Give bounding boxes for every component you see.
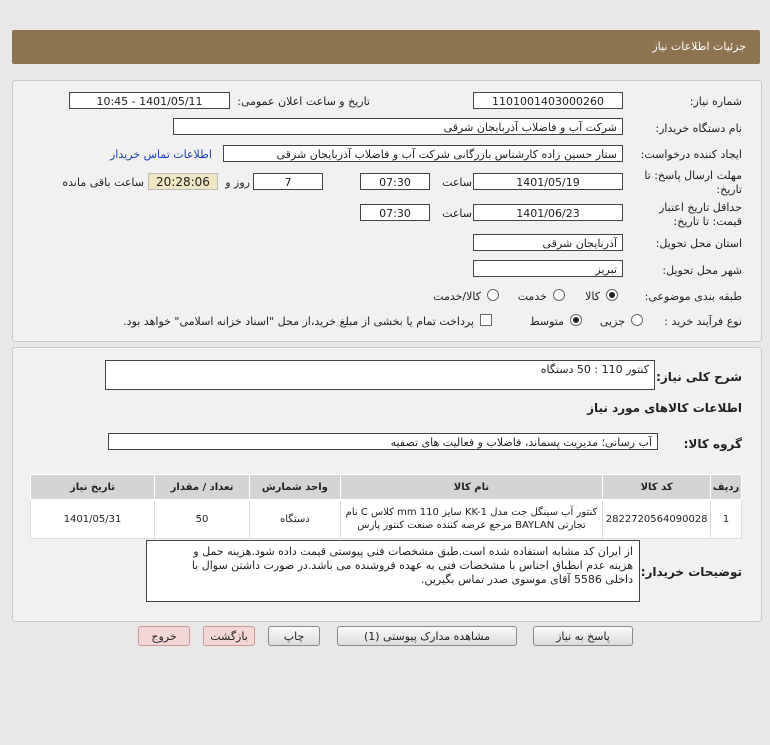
items-table-container [30, 474, 742, 539]
need-number-label: شماره نیاز: [689, 95, 742, 108]
cell-row: 1 [711, 500, 742, 539]
remaining-label: ساعت باقی مانده [62, 176, 144, 189]
col-row: ردیف [711, 475, 742, 500]
announce-field: 1401/05/11 - 10:45 [69, 92, 230, 109]
province-label: استان محل تحویل: [655, 237, 742, 250]
notes-line-2: هزینه عدم انطباق اجناس با مشخصات فنی به عهده فروشنده می باشد.در صورت داشتن سوال با [191, 559, 633, 572]
attachments-button[interactable]: مشاهده مدارک پیوستی (1) [337, 626, 517, 646]
buyer-label: نام دستگاه خریدار: [655, 122, 742, 135]
category-option-both: کالا/خدمت [433, 290, 481, 303]
col-qty: تعداد / مقدار [155, 475, 250, 500]
treasury-checkbox[interactable] [480, 314, 492, 326]
page-header [12, 30, 760, 64]
validity-date-field: 1401/06/23 [473, 204, 623, 221]
validity-time-field: 07:30 [360, 204, 430, 221]
need-number-field: 1101001403000260 [473, 92, 623, 109]
notes-line-3: داخلی 5586 آقای موسوی صدر تماس بگیرین. [421, 573, 633, 586]
table-row [31, 500, 742, 539]
process-label: نوع فرآیند خرید : [664, 315, 742, 328]
summary-field: کنتور 110 : 50 دستگاه [105, 360, 655, 390]
col-code: کد کالا [603, 475, 711, 500]
category-option-goods: کالا [585, 290, 600, 303]
cell-unit: دستگاه [250, 500, 341, 539]
buyer-field: شرکت آب و فاضلاب آذربایجان شرقی [173, 118, 623, 135]
goods-group-field: آب رسانی؛ مدیریت پسماند، فاضلاب و فعالیت های تصفیه [108, 433, 658, 450]
cell-qty: 50 [155, 500, 250, 539]
validity-label: حداقل تاریخ اعتبار [658, 201, 742, 214]
category-radio-service[interactable] [553, 289, 565, 301]
goods-group-label: گروه کالا: [683, 437, 742, 451]
days-field: 7 [253, 173, 323, 190]
days-label: روز و [225, 176, 250, 189]
cell-name-line1: کنتور آب سینگل جت مدل KK-1 سایز 110 mm کلاس C نام [345, 507, 598, 518]
col-unit: واحد شمارش [250, 475, 341, 500]
notes-box [146, 540, 640, 602]
back-button[interactable]: بازگشت [203, 626, 255, 646]
notes-label: توضیحات خریدار: [640, 565, 742, 579]
deadline-label: مهلت ارسال پاسخ: تا [644, 169, 742, 182]
summary-label: شرح کلی نیاز: [656, 370, 742, 384]
goods-info-title: اطلاعات کالاهای مورد نیاز [587, 401, 742, 415]
process-radio-medium[interactable] [570, 314, 582, 326]
print-button[interactable]: چاپ [268, 626, 320, 646]
process-radio-minor[interactable] [631, 314, 643, 326]
deadline-time-label: ساعت [442, 176, 472, 189]
notes-line-1: از ایران کد مشابه استفاده شده است.طبق مشخصات فنی پیوستی قیمت داده شود.هزینه حمل و [193, 545, 633, 558]
buyer-contact-link[interactable]: اطلاعات تماس خریدار [110, 148, 212, 161]
process-option-minor: جزیی [599, 315, 625, 328]
cell-code: 2822720564090028 [603, 500, 711, 539]
exit-button[interactable]: خروج [138, 626, 190, 646]
items-table [30, 474, 742, 539]
table-header-row [31, 475, 742, 500]
reply-button[interactable]: پاسخ به نیاز [533, 626, 633, 646]
category-label: طبقه بندی موضوعی: [644, 290, 742, 303]
category-radio-both[interactable] [487, 289, 499, 301]
validity-label-date: قیمت: تا تاریخ: [673, 215, 742, 228]
cell-date: 1401/05/31 [31, 500, 155, 539]
cell-name-line2: تجارتی BAYLAN مرجع عرضه کننده صنعت کنتور پارس [357, 520, 586, 531]
remaining-time-badge: 20:28:06 [148, 173, 218, 190]
page-title: جزئیات اطلاعات نیاز [652, 40, 746, 53]
announce-label: تاریخ و ساعت اعلان عمومی: [237, 95, 370, 108]
col-name: نام کالا [340, 475, 603, 500]
payment-note: پرداخت تمام یا بخشی از مبلغ خرید،از محل "اسناد خزانه اسلامی" خواهد بود. [123, 315, 474, 328]
creator-label: ایجاد کننده درخواست: [640, 148, 742, 161]
cell-name [340, 500, 603, 539]
process-option-medium: متوسط [529, 315, 564, 328]
creator-field: ستار حسین زاده کارشناس بازرگانی شرکت آب و فاضلاب آذربایجان شرقی [223, 145, 623, 162]
deadline-label-date: تاریخ: [716, 183, 742, 196]
province-field: آذربایجان شرقی [473, 234, 623, 251]
city-field: تبریز [473, 260, 623, 277]
col-date: تاریخ نیاز [31, 475, 155, 500]
city-label: شهر محل تحویل: [662, 264, 742, 277]
category-option-service: خدمت [517, 290, 547, 303]
deadline-time-field: 07:30 [360, 173, 430, 190]
category-radio-goods[interactable] [606, 289, 618, 301]
validity-time-label: ساعت [442, 207, 472, 220]
deadline-date-field: 1401/05/19 [473, 173, 623, 190]
